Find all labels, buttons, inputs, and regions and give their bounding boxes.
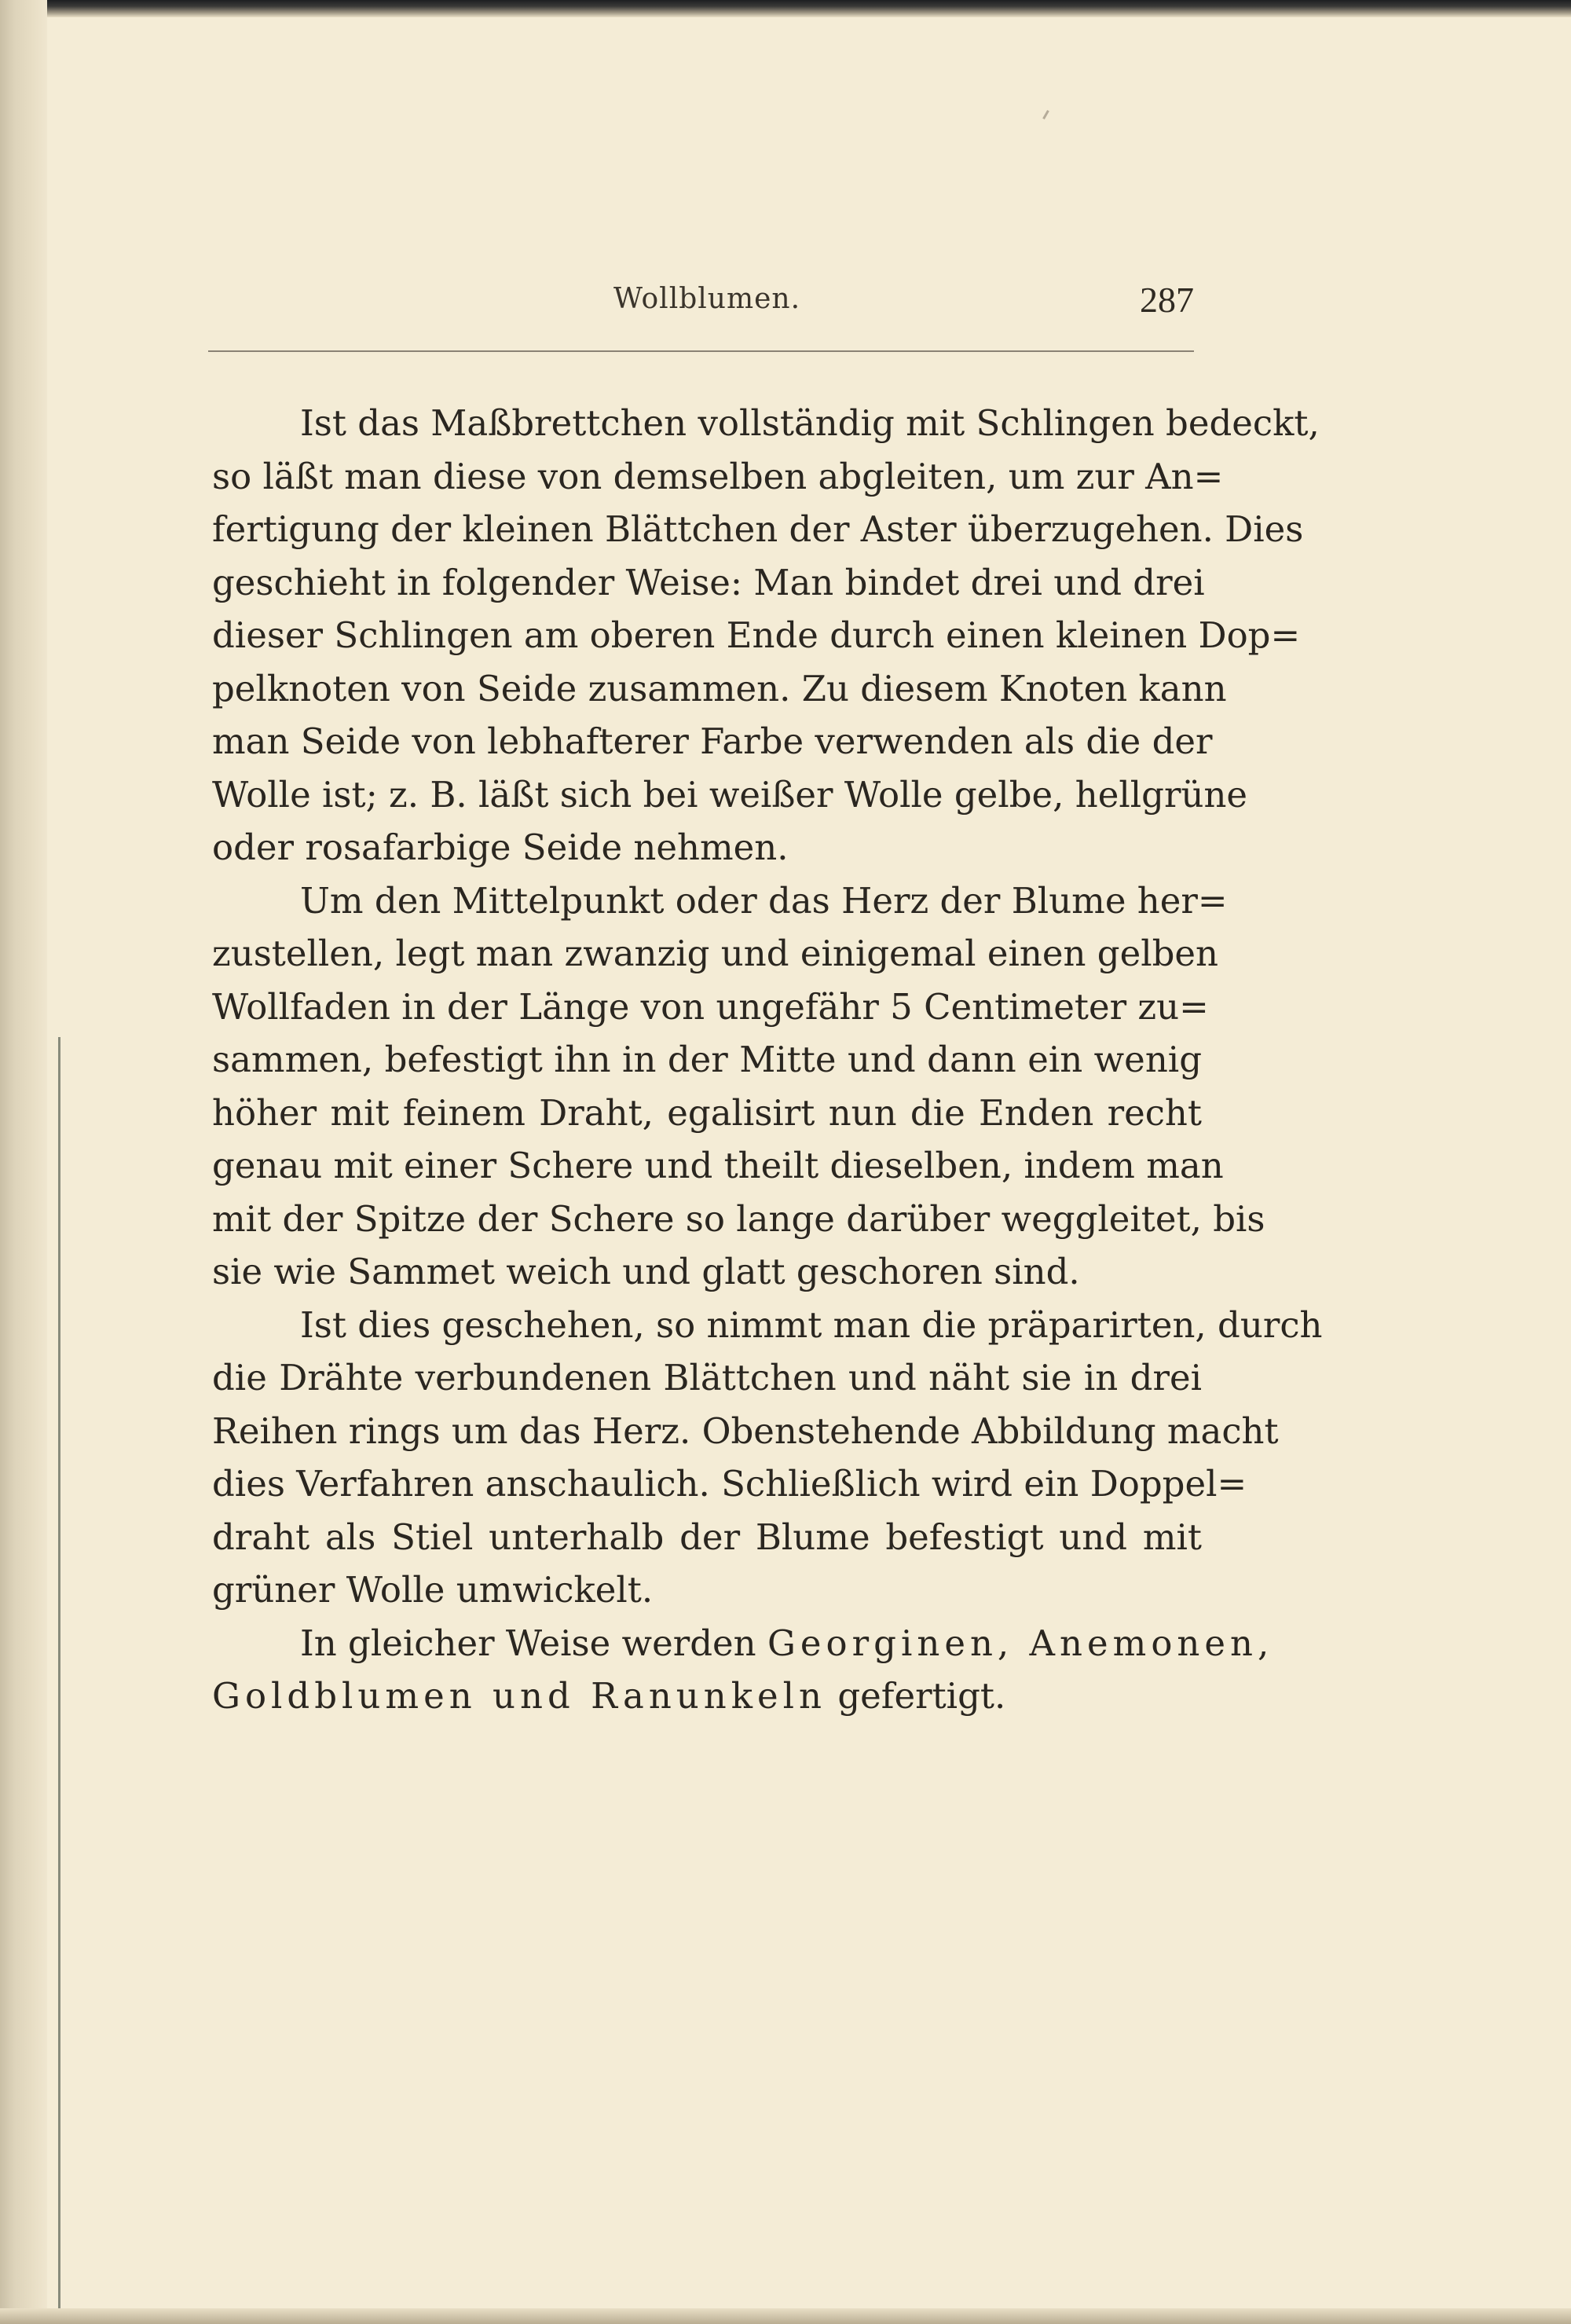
text-line: die Drähte verbundenen Blättchen und näht sie in drei [212,1357,1202,1398]
binding-gutter [0,0,47,2324]
text-line: Reihen rings um das Herz. Obenstehende Abbildung macht [212,1409,1279,1452]
text-line: fertigung der kleinen Blättchen der Aster überzugehen. Dies [212,508,1304,550]
running-header-title: Wollblumen. [613,283,801,315]
text-line: so läßt man diese von demselben abgleiten, um zur An= [212,455,1224,497]
text-line: Ist dies geschehen, so nimmt man die präparirten, durch [300,1303,1323,1346]
text-line: man Seide von lebhafterer Farbe verwenden als die der [212,720,1213,762]
text-line: sie wie Sammet weich und glatt geschoren sind. [212,1251,1080,1292]
page-bottom-edge [0,2308,1571,2324]
text-line: geschieht in folgender Weise: Man bindet drei und drei [212,561,1205,603]
text-line: Wolle ist; z. B. läßt sich bei weißer Wolle gelbe, hellgrüne [212,773,1248,816]
text-line: pelknoten von Seide zusammen. Zu diesem Knoten kann [212,667,1227,709]
text-line: grüner Wolle umwickelt. [212,1569,654,1611]
text-line: draht als Stiel unterhalb der Blume befestigt und mit [212,1516,1202,1558]
text-line: zustellen, legt man zwanzig und einigemal einen gelben [212,933,1219,974]
spaced-flower-names: Goldblumen und Ranunkeln [212,1675,827,1717]
text-line: sammen, befestigt ihn in der Mitte und dann ein wenig [212,1039,1202,1080]
page-top-edge [0,0,1571,17]
header-rule [208,350,1194,352]
text-line: dieser Schlingen am oberen Ende durch einen kleinen Dop= [212,614,1301,656]
text-line: Wollfaden in der Länge von ungefähr 5 Centimeter zu= [212,985,1209,1028]
text-run: gefertigt. [837,1675,1006,1717]
text-line: Um den Mittelpunkt oder das Herz der Blume her= [300,879,1228,922]
text-line: dies Verfahren anschaulich. Schließlich wird ein Doppel= [212,1463,1247,1505]
text-line: höher mit feinem Draht, egalisirt nun die Enden recht [212,1091,1202,1134]
page-number: 287 [1140,280,1194,320]
body-text [212,397,1323,1732]
spaced-flower-names: Georginen, Anemonen, [767,1622,1274,1664]
text-line: oder rosafarbige Seide nehmen. [212,827,789,868]
text-run: In gleicher Weise werden [300,1622,756,1664]
text-line [212,1670,1202,1723]
text-line: mit der Spitze der Schere so lange darüber weggleitet, bis [212,1197,1265,1240]
text-line [212,1617,1274,1670]
text-line: Ist das Maßbrettchen vollständig mit Schlingen bedeckt, [300,402,1320,444]
text-line: genau mit einer Schere und theilt dieselben, indem man [212,1145,1224,1186]
binding-cover-edge [58,1037,60,2310]
